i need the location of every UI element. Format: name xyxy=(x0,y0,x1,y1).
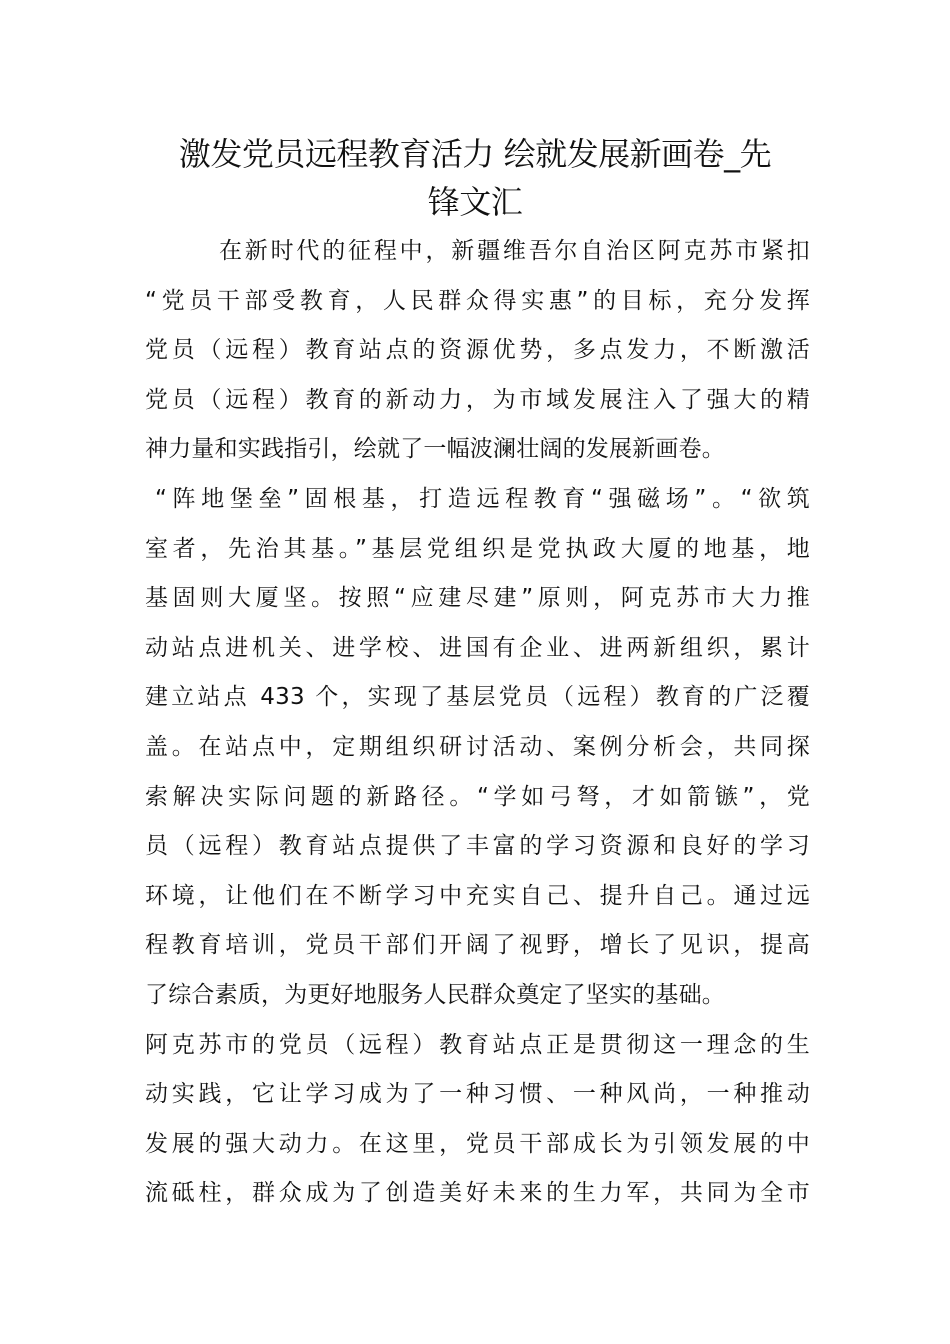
body-line: 员（远程）教育站点提供了丰富的学习资源和良好的学习 xyxy=(145,833,810,860)
body-line: 发展的强大动力。在这里，党员干部成长为引领发展的中 xyxy=(145,1130,810,1157)
body-line: 动实践，它让学习成为了一种习惯、一种风尚，一种推动 xyxy=(145,1081,810,1108)
body-line: 程教育培训，党员干部们开阔了视野，增长了见识，提高 xyxy=(145,932,810,959)
body-line: 建立站点 433 个，实现了基层党员（远程）教育的广泛覆 xyxy=(145,684,810,711)
body-line: “阵地堡垒”固根基，打造远程教育“强磁场”。“欲筑 xyxy=(155,485,810,512)
body-line: 在新时代的征程中，新疆维吾尔自治区阿克苏市紧扣 xyxy=(219,238,810,264)
body-line: 动站点进机关、进学校、进国有企业、进两新组织，累计 xyxy=(145,634,810,661)
body-line: 党员（远程）教育站点的资源优势，多点发力，不断激活 xyxy=(145,337,810,364)
body-line: 环境，让他们在不断学习中充实自己、提升自己。通过远 xyxy=(145,882,810,909)
body-line: 室者，先治其基。”基层党组织是党执政大厦的地基，地 xyxy=(145,535,810,562)
body-line: 阿克苏市的党员（远程）教育站点正是贯彻这一理念的生 xyxy=(145,1031,810,1058)
body-line: 党员（远程）教育的新动力，为市域发展注入了强大的精 xyxy=(145,386,810,413)
body-line: 索解决实际问题的新路径。“学如弓弩，才如箭镞”，党 xyxy=(145,783,810,810)
body-line: 神力量和实践指引，绘就了一幅波澜壮阔的发展新画卷。 xyxy=(145,436,725,463)
body-line: 盖。在站点中，定期组织研讨活动、案例分析会，共同探 xyxy=(145,733,810,760)
body-line: “党员干部受教育，人民群众得实惠”的目标，充分发挥 xyxy=(145,287,810,314)
title-line-1: 激发党员远程教育活力 绘就发展新画卷_先 xyxy=(178,135,772,173)
title-line-2: 锋文汇 xyxy=(427,183,523,221)
body-line: 流砥柱，群众成为了创造美好未来的生力军，共同为全市 xyxy=(145,1180,810,1207)
body-line: 基固则大厦坚。按照“应建尽建”原则，阿克苏市大力推 xyxy=(145,585,810,612)
body-line: 了综合素质，为更好地服务人民群众奠定了坚实的基础。 xyxy=(145,981,725,1008)
document-body xyxy=(145,227,810,1219)
document-title xyxy=(140,130,810,226)
